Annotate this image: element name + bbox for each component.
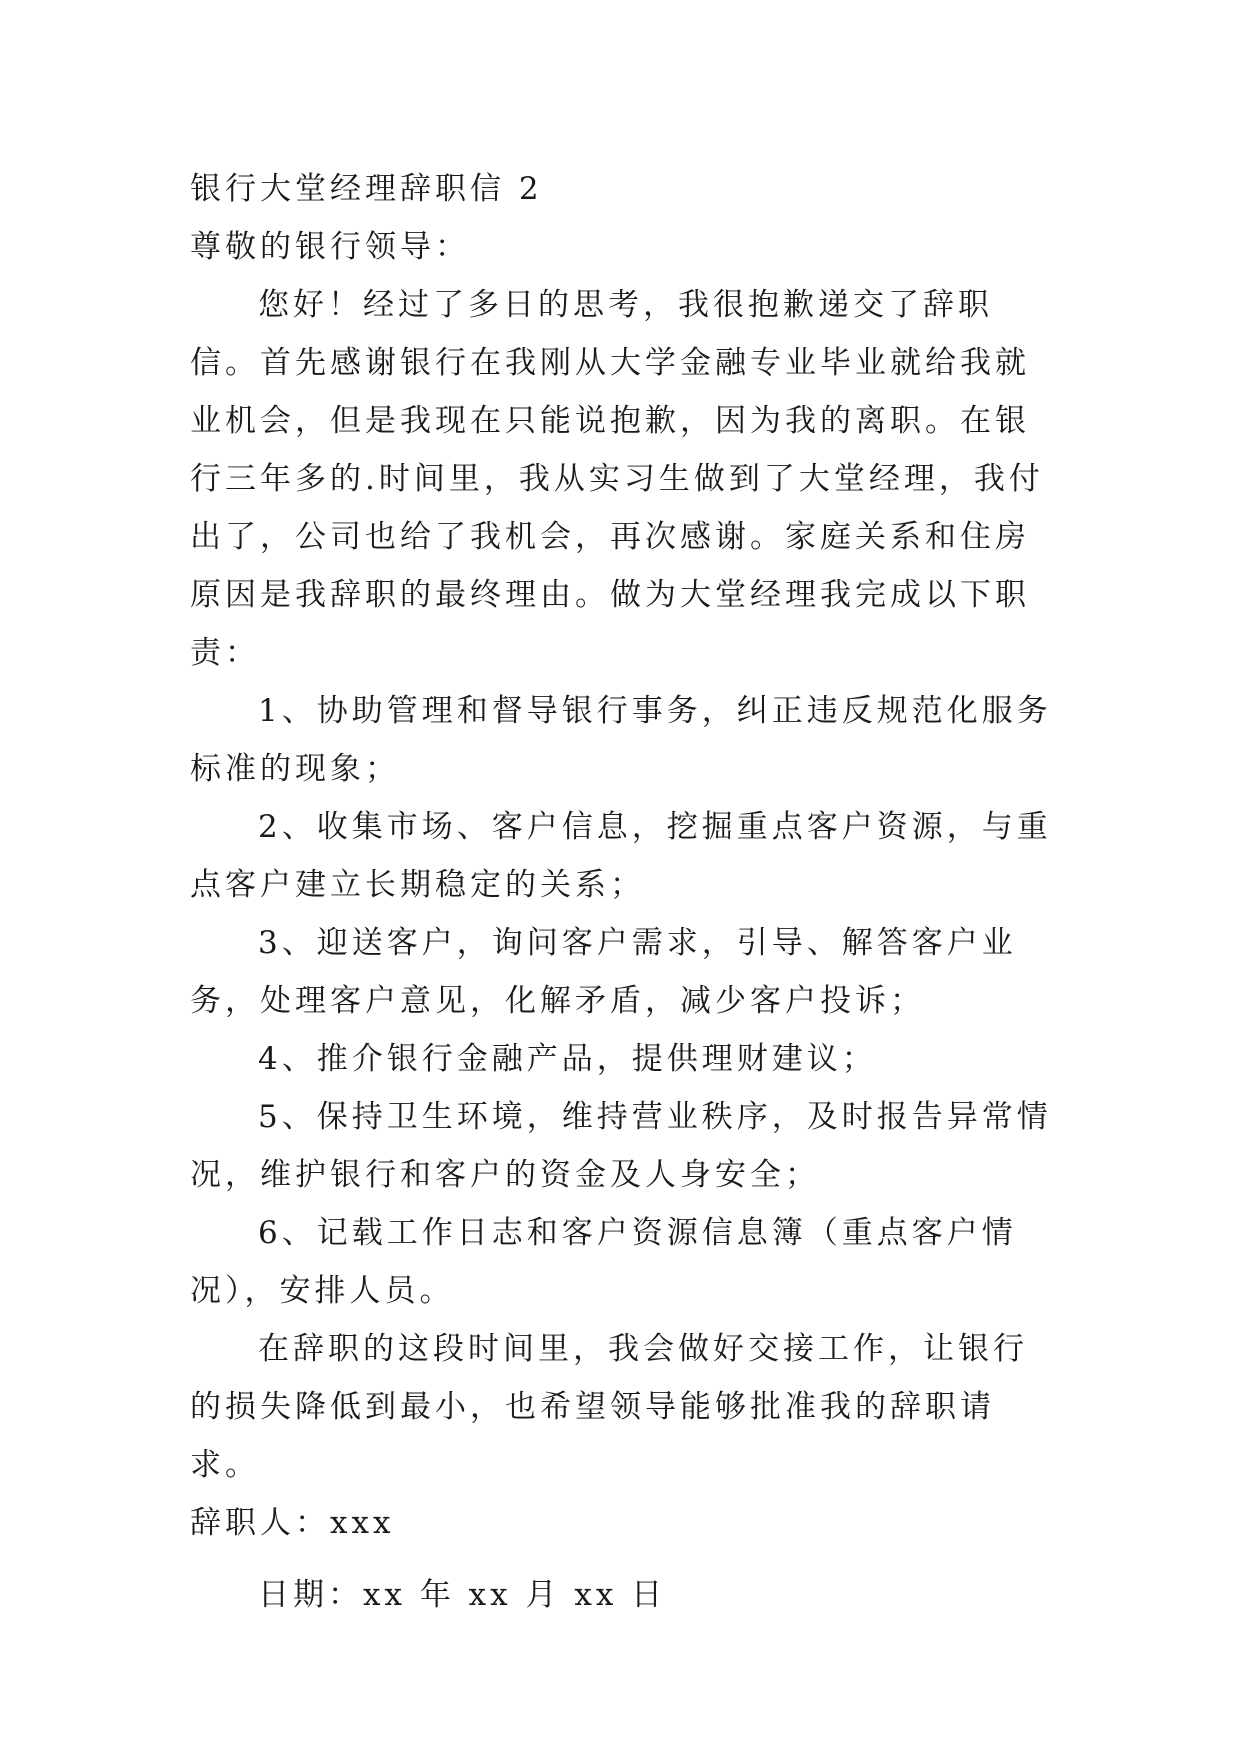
date-line: 日期：xx 年 xx 月 xx 日 [258, 1577, 667, 1613]
letter-body [190, 160, 1060, 1624]
paragraph-opening: 您好！经过了多日的思考，我很抱歉递交了辞职信。首先感谢银行在我刚从大学金融专业毕业就给我就业机会，但是我现在只能说抱歉，因为我的离职。在银行三年多的.时间里，我从实习生做到了大堂经理，我付出了，公司也给了我机会，再次感谢。家庭关系和住房原因是我辞职的最终理由。做为大堂经理我完成以下职责： [190, 287, 1044, 671]
salutation: 尊敬的银行领导： [190, 229, 470, 265]
signer-line: 辞职人：xxx [190, 1505, 395, 1541]
letter-title: 银行大堂经理辞职信 2 [190, 171, 543, 207]
duty-item-6: 6、记载工作日志和客户资源信息簿（重点客户情况），安排人员。 [190, 1215, 1017, 1309]
duty-item-5: 5、保持卫生环境，维持营业秩序，及时报告异常情况，维护银行和客户的资金及人身安全； [190, 1099, 1052, 1193]
duty-item-2: 2、收集市场、客户信息，挖掘重点客户资源，与重点客户建立长期稳定的关系； [190, 809, 1052, 903]
paragraph-closing: 在辞职的这段时间里，我会做好交接工作，让银行的损失降低到最小，也希望领导能够批准我的辞职请求。 [190, 1331, 1028, 1483]
duty-item-4: 4、推介银行金融产品，提供理财建议； [258, 1041, 877, 1077]
duty-item-1: 1、协助管理和督导银行事务，纠正违反规范化服务标准的现象； [190, 693, 1052, 787]
duty-item-3: 3、迎送客户，询问客户需求，引导、解答客户业务，处理客户意见，化解矛盾，减少客户投诉； [190, 925, 1017, 1019]
